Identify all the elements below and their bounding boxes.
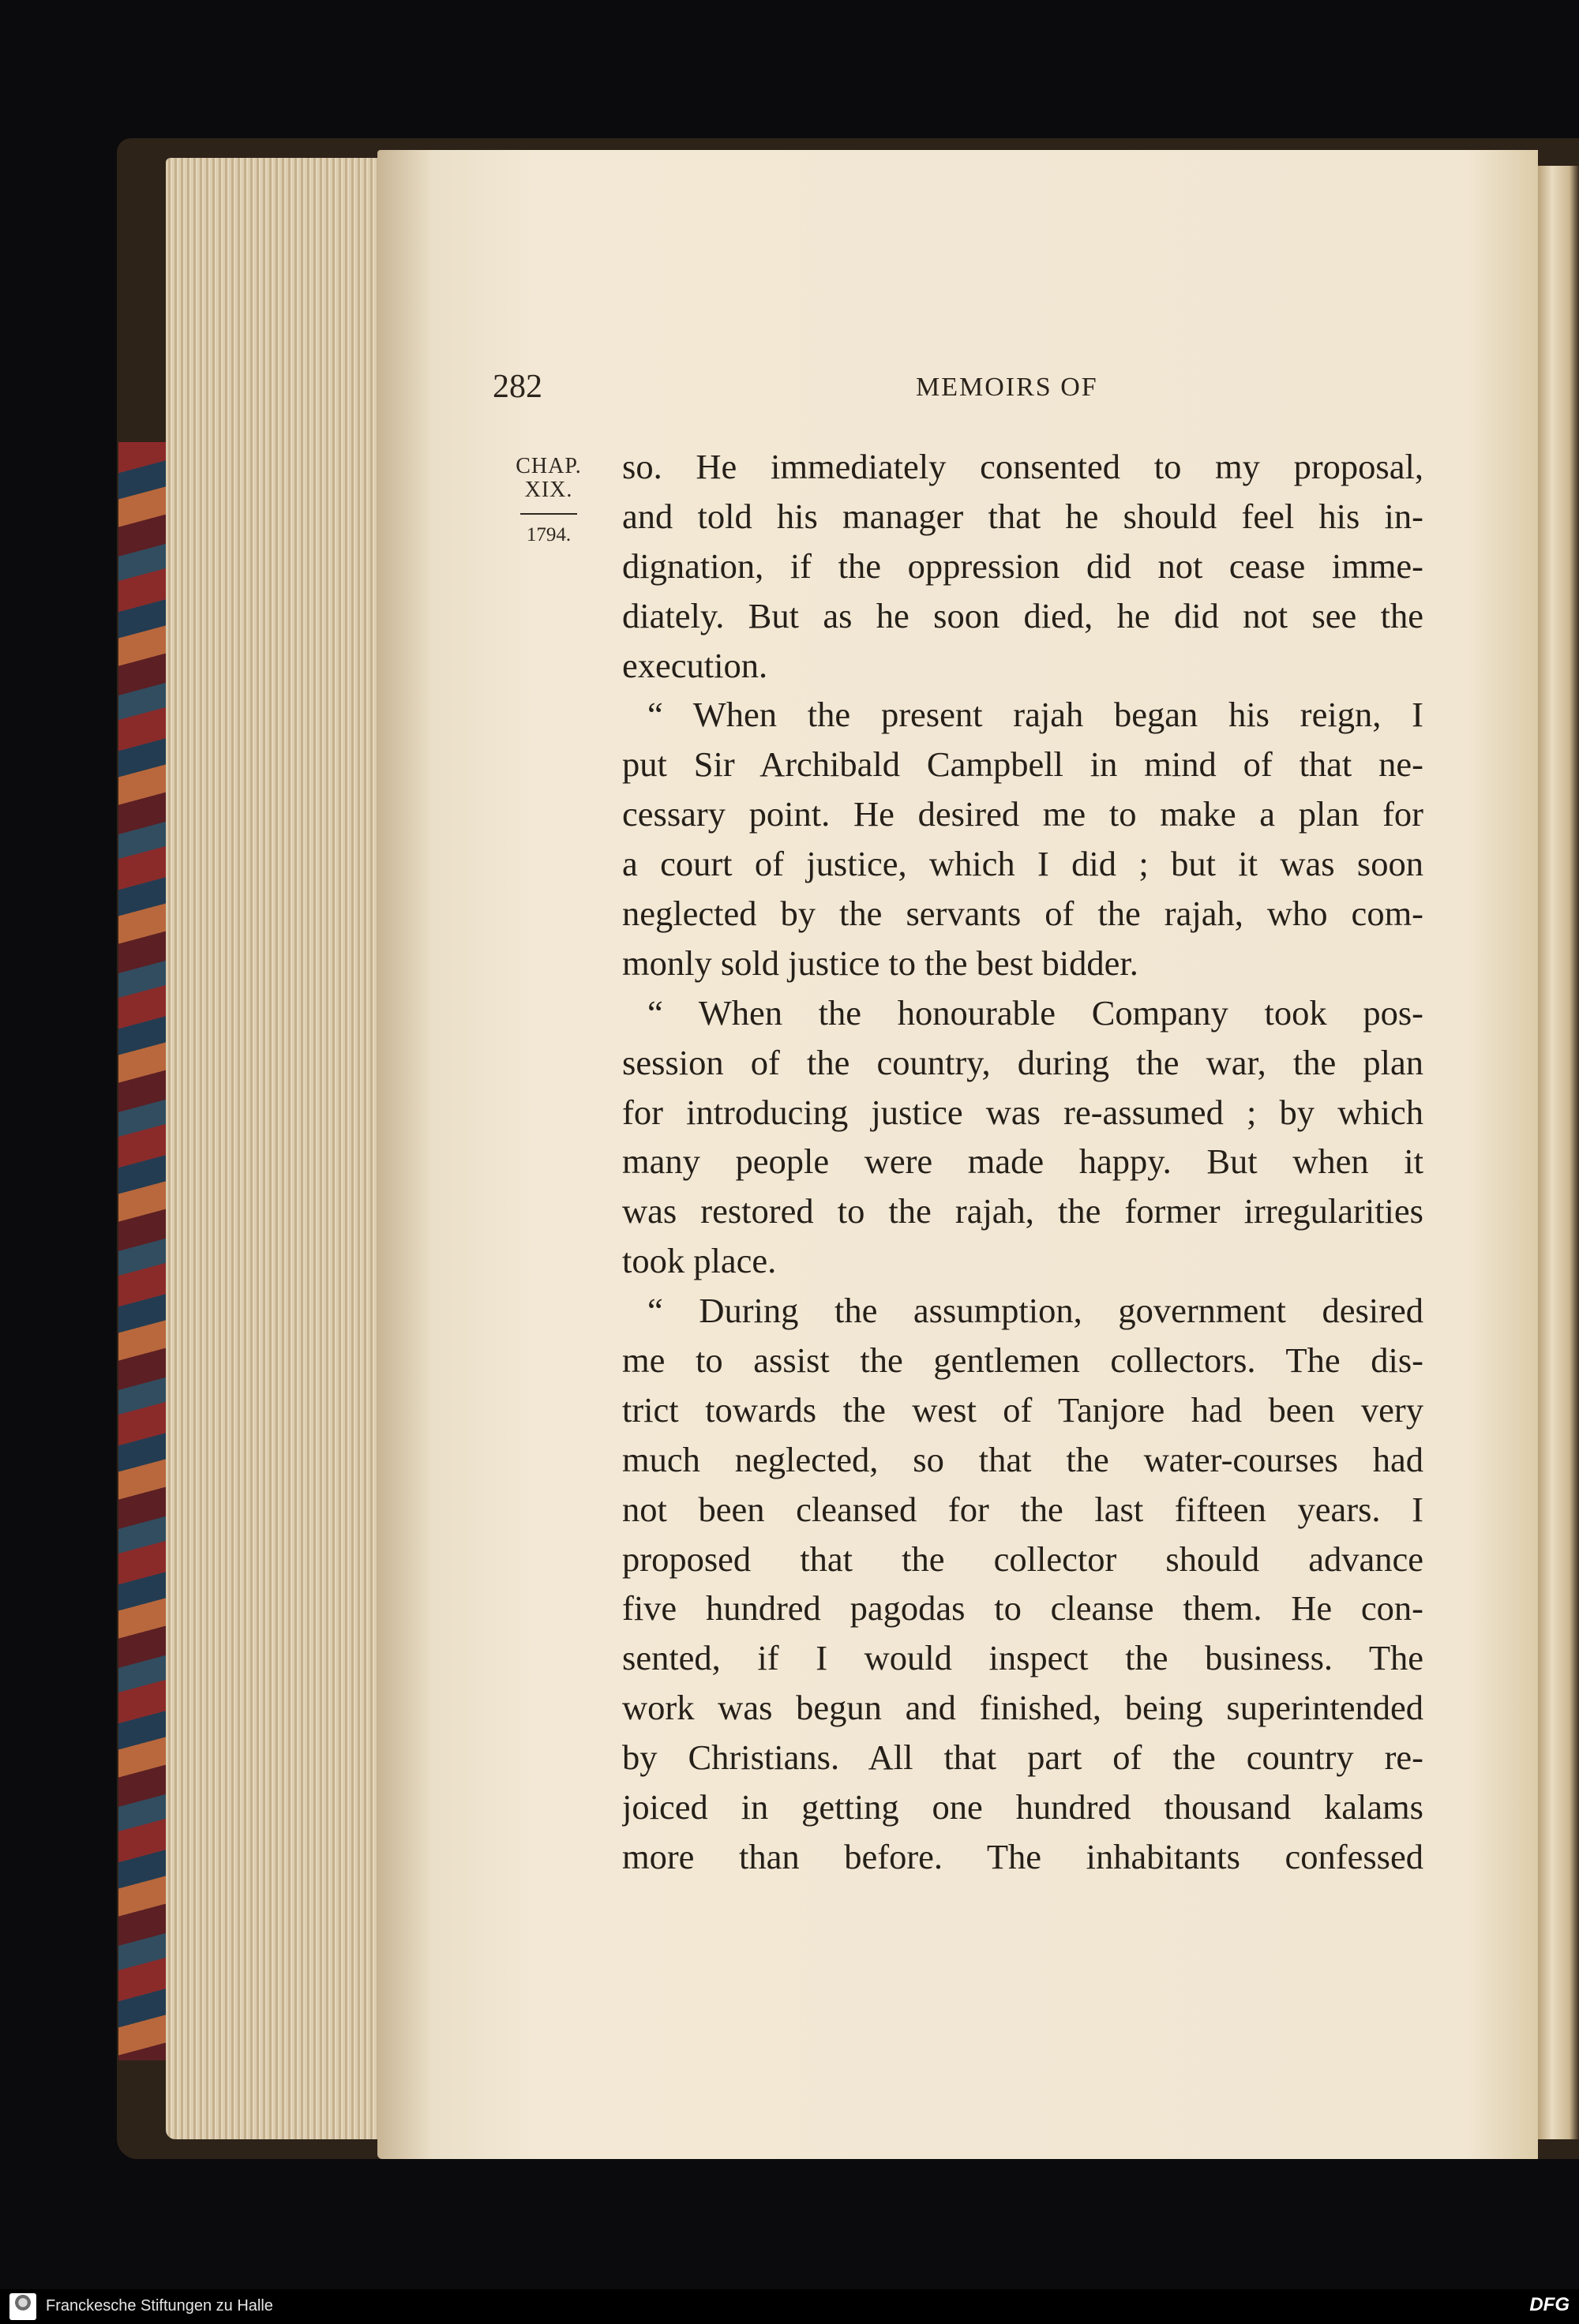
text-line: put Sir Archibald Campbell in mind of that ne-	[622, 744, 1423, 785]
text-line: dignation, if the oppression did not cease imme-	[622, 545, 1423, 586]
chapter-number: XIX.	[524, 478, 573, 502]
text-line: took place.	[622, 1241, 777, 1281]
text-line: so. He immediately consented to my proposal,	[622, 447, 1423, 486]
institution-name: Franckesche Stiftungen zu Halle	[46, 2297, 273, 2315]
marbled-cover-edge	[118, 442, 167, 2060]
text-line: not been cleansed for the last fifteen years. I	[622, 1489, 1423, 1529]
text-line: five hundred pagodas to cleanse them. He con-	[622, 1588, 1423, 1629]
text-line: much neglected, so that the water-courses had	[622, 1439, 1423, 1479]
text-line: “ When the honourable Company took pos-	[647, 992, 1423, 1033]
text-line: proposed that the collector should advance	[622, 1539, 1423, 1579]
page-block-edge	[166, 158, 379, 2139]
text-line: a court of justice, which I did ; but it was soon	[622, 844, 1423, 884]
margin-note	[505, 455, 592, 546]
text-line: trict towards the west of Tanjore had been very	[622, 1389, 1423, 1430]
text-line: neglected by the servants of the rajah, who com-	[622, 894, 1423, 934]
institution-logo-icon	[9, 2293, 36, 2320]
text-line: was restored to the rajah, the former irregularities	[622, 1191, 1423, 1231]
running-title: MEMOIRS OF	[916, 373, 1098, 402]
text-line: for introducing justice was re-assumed ; by which	[622, 1092, 1423, 1132]
text-line: many people were made happy. But when it	[622, 1141, 1423, 1182]
text-line: “ During the assumption, government desired	[647, 1291, 1423, 1331]
dfg-logo: DFG	[1529, 2294, 1570, 2315]
text-line: me to assist the gentlemen collectors. The dis-	[622, 1340, 1423, 1381]
text-line: and told his manager that he should feel his in-	[622, 496, 1423, 536]
text-line: session of the country, during the war, the plan	[622, 1042, 1423, 1082]
text-line: work was begun and finished, being superintended	[622, 1688, 1423, 1728]
text-line: cessary point. He desired me to make a plan for	[622, 794, 1423, 834]
body-text	[622, 442, 1423, 1882]
text-line: diately. But as he soon died, he did not see the	[622, 595, 1423, 635]
text-line: monly sold justice to the best bidder.	[622, 943, 1138, 983]
text-line: “ When the present rajah began his reign, I	[647, 695, 1423, 735]
viewer-footer	[0, 2289, 1579, 2324]
text-line: joiced in getting one hundred thousand kalams	[622, 1787, 1423, 1827]
facing-page-edge	[1538, 166, 1579, 2139]
page-header	[0, 368, 1579, 415]
chapter-label: CHAP.	[516, 454, 582, 478]
page-number: 282	[493, 369, 542, 405]
margin-year: 1794.	[526, 524, 572, 545]
text-line: more than before. The inhabitants confessed	[622, 1836, 1423, 1876]
text-line: execution.	[622, 645, 768, 685]
text-line: by Christians. All that part of the country re-	[622, 1737, 1423, 1778]
margin-rule	[520, 513, 577, 515]
text-line: sented, if I would inspect the business. The	[622, 1638, 1423, 1678]
